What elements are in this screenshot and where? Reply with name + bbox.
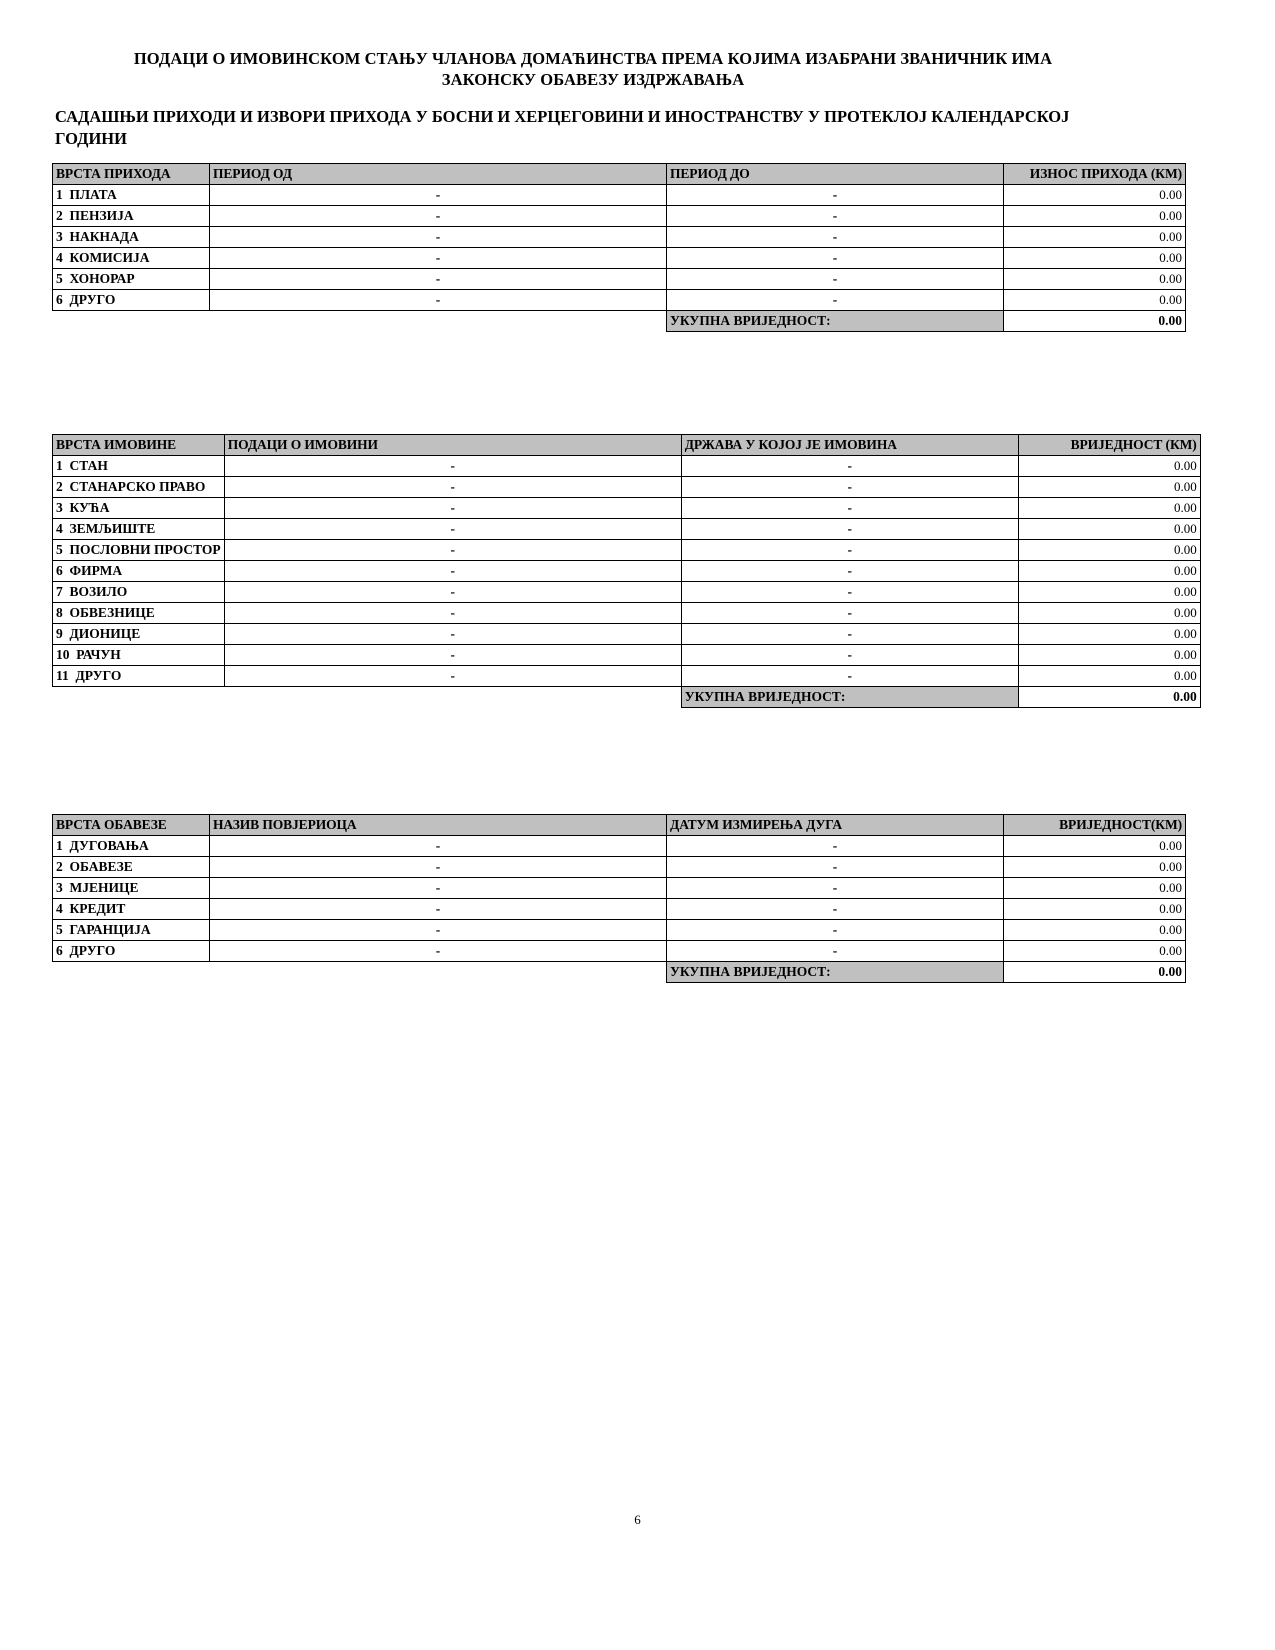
income-total-row: [53, 311, 1186, 332]
income-row-type-5: 5 ХОНОРАР: [53, 269, 210, 290]
property-row-type-2: 2 СТАНАРСКО ПРАВО: [53, 477, 225, 498]
table-row[interactable]: [53, 227, 1186, 248]
property-row-country-9[interactable]: -: [681, 624, 1018, 645]
table-row[interactable]: [53, 206, 1186, 227]
property-row-amount-4[interactable]: 0.00: [1018, 519, 1200, 540]
property-header-country: ДРЖАВА У КОЈОЈ ЈЕ ИМОВИНА: [681, 435, 1018, 456]
property-row-amount-1[interactable]: 0.00: [1018, 456, 1200, 477]
table-row[interactable]: [53, 857, 1186, 878]
income-table-header-row: [53, 164, 1186, 185]
page-number: 6: [634, 1512, 641, 1527]
property-row-country-11[interactable]: -: [681, 666, 1018, 687]
liability-row-creditor-4[interactable]: -: [210, 899, 667, 920]
income-row-to-4[interactable]: -: [667, 248, 1004, 269]
property-total-spacer-2: [224, 687, 681, 708]
liability-row-amount-4[interactable]: 0.00: [1004, 899, 1186, 920]
income-total-value: 0.00: [1004, 311, 1186, 332]
income-total-label: УКУПНА ВРИЈЕДНОСТ:: [667, 311, 1004, 332]
liability-row-type-3: 3 МЈЕНИЦЕ: [53, 878, 210, 899]
table-row[interactable]: [53, 519, 1201, 540]
property-row-type-10: 10 РАЧУН: [53, 645, 225, 666]
income-total-spacer-1: [53, 311, 210, 332]
table-row[interactable]: [53, 645, 1201, 666]
liability-row-amount-5[interactable]: 0.00: [1004, 920, 1186, 941]
table-row[interactable]: [53, 603, 1201, 624]
liability-row-date-1[interactable]: -: [667, 836, 1004, 857]
liability-row-date-4[interactable]: -: [667, 899, 1004, 920]
property-table-header-row: [53, 435, 1201, 456]
property-total-row: [53, 687, 1201, 708]
liability-table-header-row: [53, 815, 1186, 836]
table-row[interactable]: [53, 477, 1201, 498]
property-table-body: [53, 435, 1201, 708]
property-row-amount-10[interactable]: 0.00: [1018, 645, 1200, 666]
liability-row-creditor-6[interactable]: -: [210, 941, 667, 962]
property-row-info-10[interactable]: -: [224, 645, 681, 666]
property-row-type-9: 9 ДИОНИЦЕ: [53, 624, 225, 645]
table-row[interactable]: [53, 920, 1186, 941]
property-row-country-8[interactable]: -: [681, 603, 1018, 624]
property-row-info-4[interactable]: -: [224, 519, 681, 540]
property-row-amount-7[interactable]: 0.00: [1018, 582, 1200, 603]
section-subtitle: САДАШЊИ ПРИХОДИ И ИЗВОРИ ПРИХОДА У БОСНИ И ХЕРЦЕГОВИНИ И ИНОСТРАНСТВУ У ПРОТЕКЛОЈ КАЛЕНДАРСКОЈ ГОДИНИ: [55, 107, 1070, 148]
income-row-from-5[interactable]: -: [210, 269, 667, 290]
property-total-value: 0.00: [1018, 687, 1200, 708]
table-row[interactable]: [53, 185, 1186, 206]
property-row-info-5[interactable]: -: [224, 540, 681, 561]
liability-row-type-6: 6 ДРУГО: [53, 941, 210, 962]
income-row-amount-3[interactable]: 0.00: [1004, 227, 1186, 248]
table-row[interactable]: [53, 290, 1186, 311]
income-header-amount: ИЗНОС ПРИХОДА (КМ): [1004, 164, 1186, 185]
liability-header-date: ДАТУМ ИЗМИРЕЊА ДУГА: [667, 815, 1004, 836]
income-row-amount-1[interactable]: 0.00: [1004, 185, 1186, 206]
liability-row-type-5: 5 ГАРАНЦИЈА: [53, 920, 210, 941]
table-row[interactable]: [53, 248, 1186, 269]
property-row-info-7[interactable]: -: [224, 582, 681, 603]
table-row[interactable]: [53, 269, 1186, 290]
property-row-type-4: 4 ЗЕМЉИШТЕ: [53, 519, 225, 540]
property-row-info-9[interactable]: -: [224, 624, 681, 645]
liability-row-date-5[interactable]: -: [667, 920, 1004, 941]
income-row-from-6[interactable]: -: [210, 290, 667, 311]
liability-total-spacer-2: [210, 962, 667, 983]
property-row-country-2[interactable]: -: [681, 477, 1018, 498]
property-row-amount-3[interactable]: 0.00: [1018, 498, 1200, 519]
property-row-amount-8[interactable]: 0.00: [1018, 603, 1200, 624]
income-header-to: ПЕРИОД ДО: [667, 164, 1004, 185]
income-row-type-3: 3 НАКНАДА: [53, 227, 210, 248]
table-row[interactable]: [53, 624, 1201, 645]
table-row[interactable]: [53, 498, 1201, 519]
property-row-info-1[interactable]: -: [224, 456, 681, 477]
table-row[interactable]: [53, 941, 1186, 962]
income-row-type-1: 1 ПЛАТА: [53, 185, 210, 206]
income-table: [52, 163, 1186, 332]
property-total-spacer-1: [53, 687, 225, 708]
property-header-value: ВРИЈЕДНОСТ (КМ): [1018, 435, 1200, 456]
income-row-amount-5[interactable]: 0.00: [1004, 269, 1186, 290]
income-total-spacer-2: [210, 311, 667, 332]
income-row-type-6: 6 ДРУГО: [53, 290, 210, 311]
property-row-info-11[interactable]: -: [224, 666, 681, 687]
income-row-type-4: 4 КОМИСИЈА: [53, 248, 210, 269]
income-header-type: ВРСТА ПРИХОДА: [53, 164, 210, 185]
income-row-amount-4[interactable]: 0.00: [1004, 248, 1186, 269]
liability-row-amount-3[interactable]: 0.00: [1004, 878, 1186, 899]
property-row-type-6: 6 ФИРМА: [53, 561, 225, 582]
property-row-info-8[interactable]: -: [224, 603, 681, 624]
table-row[interactable]: [53, 561, 1201, 582]
property-row-type-5: 5 ПОСЛОВНИ ПРОСТОР: [53, 540, 225, 561]
table-row[interactable]: [53, 878, 1186, 899]
table-row[interactable]: [53, 666, 1201, 687]
property-row-type-7: 7 ВОЗИЛО: [53, 582, 225, 603]
income-table-body: [53, 164, 1186, 332]
table-row[interactable]: [53, 456, 1201, 477]
property-row-type-11: 11 ДРУГО: [53, 666, 225, 687]
liability-header-value: ВРИЈЕДНОСТ(КМ): [1004, 815, 1186, 836]
liability-row-creditor-5[interactable]: -: [210, 920, 667, 941]
income-row-to-3[interactable]: -: [667, 227, 1004, 248]
property-row-info-2[interactable]: -: [224, 477, 681, 498]
property-row-country-10[interactable]: -: [681, 645, 1018, 666]
page-title: ПОДАЦИ О ИМОВИНСКОМ СТАЊУ ЧЛАНОВА ДОМАЋИНСТВА ПРЕМА КОЈИМА ИЗАБРАНИ ЗВАНИЧНИК ИМА ЗАКОНСКУ ОБАВЕЗУ ИЗДРЖАВАЊА: [133, 49, 1053, 89]
property-row-country-1[interactable]: -: [681, 456, 1018, 477]
table-row[interactable]: [53, 582, 1201, 603]
income-row-type-2: 2 ПЕНЗИЈА: [53, 206, 210, 227]
liability-row-date-3[interactable]: -: [667, 878, 1004, 899]
income-row-from-4[interactable]: -: [210, 248, 667, 269]
income-row-from-1[interactable]: -: [210, 185, 667, 206]
liability-table: [52, 814, 1186, 983]
property-row-country-3[interactable]: -: [681, 498, 1018, 519]
property-header-info: ПОДАЦИ О ИМОВИНИ: [224, 435, 681, 456]
liability-header-type: ВРСТА ОБАВЕЗЕ: [53, 815, 210, 836]
liability-total-row: [53, 962, 1186, 983]
property-row-info-6[interactable]: -: [224, 561, 681, 582]
income-row-from-3[interactable]: -: [210, 227, 667, 248]
income-row-from-2[interactable]: -: [210, 206, 667, 227]
liability-row-date-6[interactable]: -: [667, 941, 1004, 962]
liability-total-spacer-1: [53, 962, 210, 983]
property-row-country-4[interactable]: -: [681, 519, 1018, 540]
property-table: [52, 434, 1201, 708]
property-row-type-3: 3 КУЋА: [53, 498, 225, 519]
liability-row-amount-6[interactable]: 0.00: [1004, 941, 1186, 962]
property-row-type-1: 1 СТАН: [53, 456, 225, 477]
property-row-country-7[interactable]: -: [681, 582, 1018, 603]
liability-header-creditor: НАЗИВ ПОВЈЕРИОЦА: [210, 815, 667, 836]
property-row-amount-5[interactable]: 0.00: [1018, 540, 1200, 561]
income-row-to-5[interactable]: -: [667, 269, 1004, 290]
liability-row-amount-2[interactable]: 0.00: [1004, 857, 1186, 878]
table-row[interactable]: [53, 540, 1201, 561]
property-header-type: ВРСТА ИМОВИНЕ: [53, 435, 225, 456]
property-row-amount-2[interactable]: 0.00: [1018, 477, 1200, 498]
liability-row-creditor-3[interactable]: -: [210, 878, 667, 899]
liability-total-label: УКУПНА ВРИЈЕДНОСТ:: [667, 962, 1004, 983]
property-row-info-3[interactable]: -: [224, 498, 681, 519]
liability-row-type-1: 1 ДУГОВАЊА: [53, 836, 210, 857]
property-row-country-6[interactable]: -: [681, 561, 1018, 582]
property-row-type-8: 8 ОБВЕЗНИЦЕ: [53, 603, 225, 624]
liability-row-creditor-1[interactable]: -: [210, 836, 667, 857]
income-row-to-2[interactable]: -: [667, 206, 1004, 227]
income-header-from: ПЕРИОД ОД: [210, 164, 667, 185]
property-row-amount-9[interactable]: 0.00: [1018, 624, 1200, 645]
table-row[interactable]: [53, 899, 1186, 920]
property-row-amount-11[interactable]: 0.00: [1018, 666, 1200, 687]
table-row[interactable]: [53, 836, 1186, 857]
liability-row-creditor-2[interactable]: -: [210, 857, 667, 878]
income-row-to-6[interactable]: -: [667, 290, 1004, 311]
income-row-to-1[interactable]: -: [667, 185, 1004, 206]
liability-row-type-2: 2 ОБАВЕЗЕ: [53, 857, 210, 878]
property-row-country-5[interactable]: -: [681, 540, 1018, 561]
income-row-amount-2[interactable]: 0.00: [1004, 206, 1186, 227]
liability-total-value: 0.00: [1004, 962, 1186, 983]
liability-row-amount-1[interactable]: 0.00: [1004, 836, 1186, 857]
liability-row-type-4: 4 КРЕДИТ: [53, 899, 210, 920]
property-total-label: УКУПНА ВРИЈЕДНОСТ:: [681, 687, 1018, 708]
liability-row-date-2[interactable]: -: [667, 857, 1004, 878]
income-row-amount-6[interactable]: 0.00: [1004, 290, 1186, 311]
property-row-amount-6[interactable]: 0.00: [1018, 561, 1200, 582]
liability-table-body: [53, 815, 1186, 983]
